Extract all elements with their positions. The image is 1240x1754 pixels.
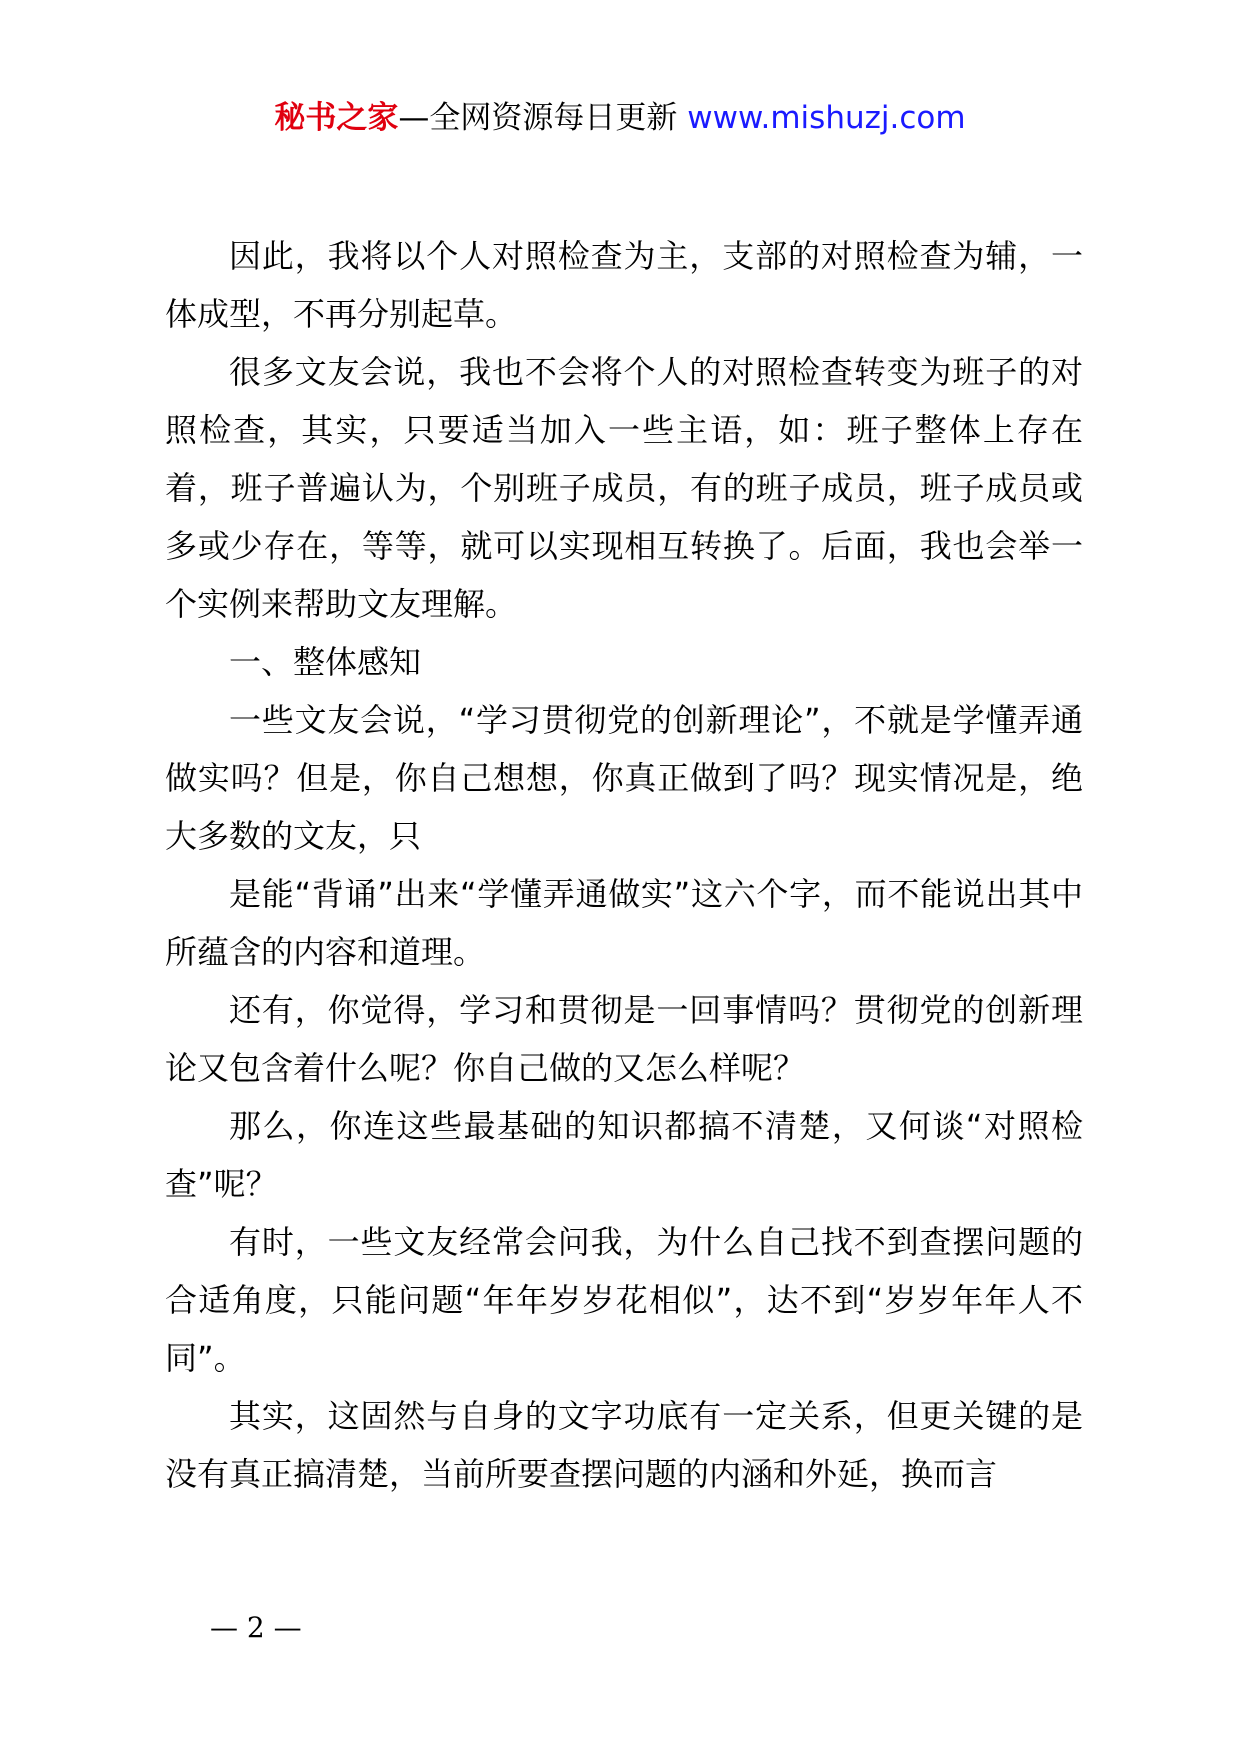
paragraph: 那么，你连这些最基础的知识都搞不清楚，又何谈“对照检查”呢？ — [165, 1107, 1083, 1203]
page-header — [0, 96, 1240, 140]
page-number: — 2 — — [210, 1611, 302, 1644]
paragraph: 是能“背诵”出来“学懂弄通做实”这六个字，而不能说出其中所蕴含的内容和道理。 — [165, 875, 1083, 971]
paragraph: 有时，一些文友经常会问我，为什么自己找不到查摆问题的合适角度，只能问题“年年岁岁花相似”，达不到“岁岁年年人不同”。 — [165, 1223, 1083, 1377]
document-body — [165, 227, 1083, 1503]
header-url-link[interactable]: www.mishuzj.com — [687, 100, 966, 136]
paragraph: 还有，你觉得，学习和贯彻是一回事情吗？贯彻党的创新理论又包含着什么呢？你自己做的又怎么样呢？ — [165, 991, 1083, 1087]
paragraph: 一些文友会说，“学习贯彻党的创新理论”，不就是学懂弄通做实吗？但是，你自己想想，你真正做到了吗？现实情况是，绝大多数的文友，只 — [165, 701, 1083, 855]
header-tagline: —全网资源每日更新 — [398, 100, 688, 136]
paragraph: 因此，我将以个人对照检查为主，支部的对照检查为辅，一体成型，不再分别起草。 — [165, 237, 1083, 333]
paragraph: 其实，这固然与自身的文字功底有一定关系，但更关键的是没有真正搞清楚，当前所要查摆问题的内涵和外延，换而言 — [165, 1397, 1083, 1493]
section-heading: 一、整体感知 — [229, 643, 422, 681]
paragraph: 很多文友会说，我也不会将个人的对照检查转变为班子的对照检查，其实，只要适当加入一些主语，如：班子整体上存在着，班子普遍认为，个别班子成员，有的班子成员，班子成员或多或少存在，等等，就可以实现相互转换了。后面，我也会举一个实例来帮助文友理解。 — [165, 353, 1083, 623]
header-brand: 秘书之家 — [274, 100, 399, 136]
